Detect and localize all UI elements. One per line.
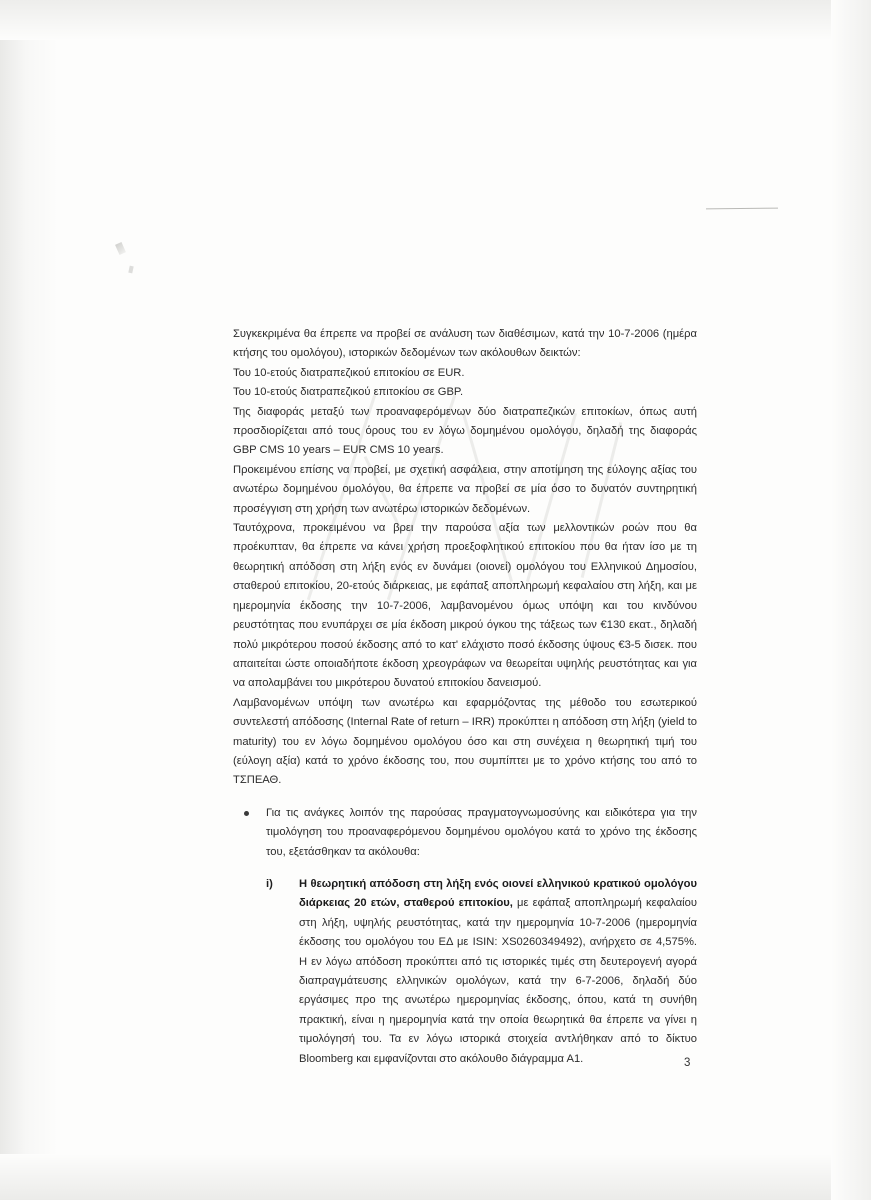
bullet-dot-icon [244,811,249,816]
scan-shadow-left [0,0,58,1200]
paragraph-2: Του 10-ετούς διατραπεζικού επιτοκίου σε EUR. [233,366,465,379]
list-marker: i) [266,877,273,890]
scan-shadow-top [0,0,871,40]
paragraph-5: Προκειμένου επίσης να προβεί, με σχετική ασφάλεια, στην αποτίμηση της εύλογης αξίας του ανωτέρω δομημένου ομολόγου, θα έπρεπε να προβεί σε μία όσο το δυνατόν συντηρητική προσέγγιση στη χρήση των ανωτέρω ιστορικών δεδομένων. [233,463,697,515]
paragraph-7: Λαμβανομένων υπόψη των ανωτέρω και εφαρμόζοντας της μέθοδο του εσωτερικού συντελεστή απόδοσης (Internal Rate of return – IRR) προκύπτει η απόδοση στη λήξη (yield to maturity) του εν λόγω δομημένου ομολόγου όσο και στη συνέχεια η θεωρητική τιμή του (εύλογη αξία) κατά το χρόνο έκδοσης του, που συμπίπτει με το χρόνο κτήσης του από το ΤΣΠΕΑΘ. [233,696,697,787]
paragraph-3: Του 10-ετούς διατραπεζικού επιτοκίου σε GBP. [233,386,464,399]
paragraph-4: Της διαφοράς μεταξύ των προαναφερόμενων δύο διατραπεζικών επιτοκίων, όπως αυτή προσδιορίζεται από τους όρους του εν λόγω δομημένου ομολόγου, δηλαδή της διαφοράς GBP CMS 10 years – EUR CMS 10 years. [233,405,697,457]
bullet-text: Για τις ανάγκες λοιπόν της παρούσας πραγματογνωμοσύνης και ειδικότερα για την τιμολόγηση του προαναφερόμενου δομημένου ομολόγου κατά το χρόνο της έκδοσης του, εξετάσθηκαν τα ακόλουθα: [266,806,697,858]
paragraph-group [233,325,697,791]
document-body [233,325,697,1069]
bullet-list-item [233,804,697,862]
list-item-text: με εφάπαξ αποπληρωμή κεφαλαίου στη λήξη, υψηλής ρευστότητας, κατά την ημερομηνία 10-7-2006 (ημερομηνία έκδοσης του ομολόγου του ΕΔ με ISIN: XS0260349492), ανήρχετο σε 4,575%. Η εν λόγω απόδοση προκύπτει από τις ιστορικές τιμές στη δευτερογενή αγορά διαπραγμάτευσης ελληνικών ομολόγων, κατά την 6-7-2006, δηλαδή δύο εργάσιμες προ της ανωτέρω ημερομηνίας έκδοσης, όπου, κατά τη συνήθη πρακτική, είναι η ημερομηνία κατά την οποία θεωρητικά θα έπρεπε να γίνει η τιμολόγησή του. Τα εν λόγω ιστορικά στοιχεία αντλήθηκαν από το δίκτυο Bloomberg και εμφανίζονται στο ακόλουθο διάγραμμα Α1. [299,897,698,1065]
paragraph-6: Ταυτόχρονα, προκειμένου να βρει την παρούσα αξία των μελλοντικών ροών που θα προέκυπταν, θα έπρεπε να κάνει χρήση προεξοφλητικού επιτοκίου που θα ήταν ίσο με τη θεωρητική απόδοση στη λήξη ενός εν δυνάμει (οιονεί) ομολόγου του Ελληνικού Δημοσίου, σταθερού επιτοκίου, 20-ετούς διάρκειας, με εφάπαξ αποπληρωμή κεφαλαίου στη λήξη, και με ημερομηνία έκδοσης την 10-7-2006, λαμβανομένου όμως υπόψη και του κινδύνου ρευστότητας που ενυπάρχει σε μία έκδοση μικρού όγκου της τάξεως των €130 εκατ., δηλαδή πολύ μικρότερου ποσού έκδοσης από το κατ' ελάχιστο ποσό έκδοσης ύψους €3-5 δισεκ. που απαιτείται ώστε οποιαδήποτε έκδοση χρεογράφων να θεωρείται υψηλής ρευστότητας και για να απολαμβάνει του μικρότερου δυνατού επιτοκίου δανεισμού. [233,522,697,690]
page-number: 3 [684,1057,691,1069]
list-item-bold-lead: Η θεωρητική απόδοση στη λήξη ενός οιονεί ελληνικού κρατικού ομολόγου διάρκειας 20 ετών, σταθερού επιτοκίου, [299,877,697,910]
scan-artifact-line [706,208,778,210]
numbered-list-item-i [233,875,697,1069]
scan-artifact-mark-a [115,242,126,255]
paragraph-1: Συγκεκριμένα θα έπρεπε να προβεί σε ανάλυση των διαθέσιμων, κατά την 10-7-2006 (ημέρα κτήσης του ομολόγου), ιστορικών δεδομένων των ακόλουθων δεικτών: [233,328,697,360]
scan-shadow-bottom [0,1154,871,1200]
scan-artifact-mark-b [128,266,133,274]
scan-shadow-right [831,0,871,1200]
